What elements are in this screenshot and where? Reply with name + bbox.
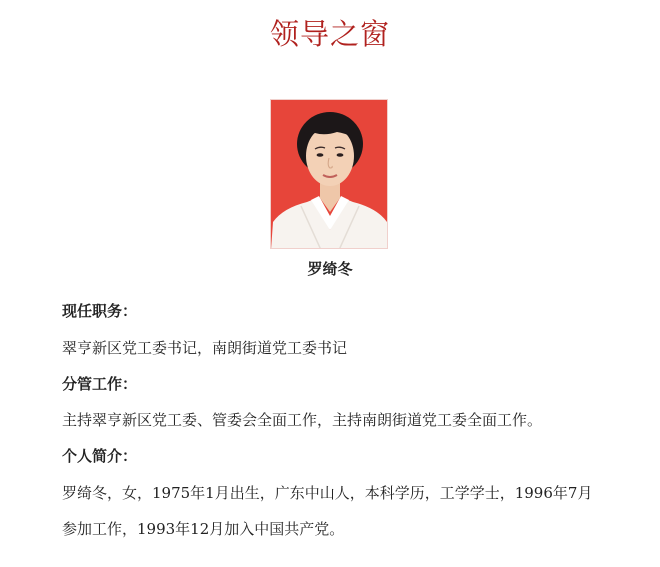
page-title: 领导之窗 — [269, 17, 390, 51]
portrait-illustration — [271, 100, 388, 249]
section-text-responsibilities: 主持翠亨新区党工委、管委会全面工作，主持南朗街道党工委全面工作。 — [62, 411, 543, 429]
section-heading-responsibilities: 分管工作： — [62, 375, 138, 393]
person-name: 罗绮冬 — [307, 260, 353, 278]
section-text-biography-line-2: 参加工作，1993年12月加入中国共产党。 — [62, 520, 345, 538]
section-text-biography-line-1: 罗绮冬，女，1975年1月出生，广东中山人，本科学历，工学学士，1996年7月 — [62, 484, 593, 502]
section-heading-biography: 个人简介： — [62, 447, 138, 465]
section-heading-current-position: 现任职务： — [62, 302, 138, 320]
section-text-current-position: 翠亨新区党工委书记，南朗街道党工委书记 — [62, 339, 348, 357]
portrait-photo — [270, 99, 388, 249]
